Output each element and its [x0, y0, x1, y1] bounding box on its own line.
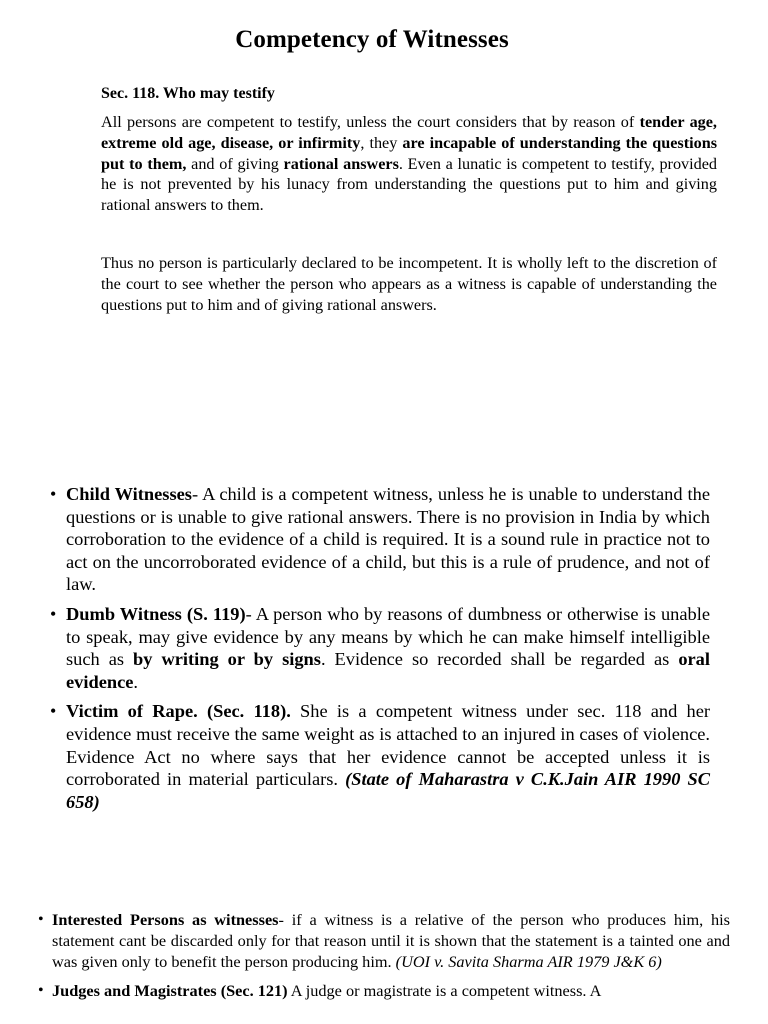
victim-of-rape-text: She is a competent witness under sec. 118 and her evidence must receive the same weight as is attached to an injured in cases of violence. Evidence Act no where says that her evidence cannot be accepted unless it is corroborated in material particulars.: [66, 701, 711, 790]
para1-text-4: . Even a lunatic is competent to testify, provided he is not prevented by his lunacy from understanding the questions put to him and giving rational answers to them.: [101, 154, 717, 215]
list-item-child-witnesses: [50, 483, 710, 596]
dumb-witness-text-2: . Evidence so recorded shall be regarded as: [320, 649, 679, 670]
dumb-witness-bold-1: by writing or by signs: [133, 649, 321, 670]
section-118: [101, 84, 717, 315]
dumb-witness-bold-2: oral evidence: [66, 649, 710, 692]
section-paragraph-2: Thus no person is particularly declared to be incompetent. It is wholly left to the discretion of the court to see whether the person who appears as a witness is capable of understanding the questions put to him and of giving rational answers.: [101, 253, 717, 314]
para1-bold-1: tender age, extreme old age, disease, or infirmity: [101, 113, 717, 152]
list-item-dumb-witness: [50, 603, 710, 693]
dumb-witness-label: Dumb Witness (S. 119): [66, 603, 246, 624]
list-item-victim-of-rape: [50, 700, 710, 813]
para1-bold-2: are incapable of understanding the questions put to them,: [101, 133, 718, 173]
dumb-witness-text-3: .: [133, 671, 139, 692]
child-witnesses-label: Child Witnesses: [66, 484, 192, 504]
judges-magistrates-label: Judges and Magistrates (Sec. 121): [52, 981, 288, 1000]
bullet-icon: •: [50, 603, 57, 624]
child-witnesses-text: - A child is a competent witness, unless he is unable to understand the questions or is unable to give rational answers. There is no provision in India by which corroboration to the evidence of a child is required. It is a sound rule in practice not to act on the uncorroborated evidence of a child, but this is a rule of prudence, and not of law.: [66, 484, 710, 595]
dumb-witness-text-1: - A person who by reasons of dumbness or otherwise is unable to speak, may give evidence by any means by which he can make himself intelligible such as: [66, 603, 710, 670]
section-paragraph-1: [101, 112, 717, 216]
interested-persons-text: - if a witness is a relative of the person who produces him, his statement cant be discarded only for that reason until it is shown that the statement is a tainted one and was given only to benefit the person producing him.: [52, 910, 730, 971]
bullet-icon: •: [38, 911, 44, 928]
list-item-judges-magistrates: [38, 980, 730, 1001]
bullet-icon: •: [50, 484, 57, 504]
judges-magistrates-text: A judge or magistrate is a competent witness. A: [287, 981, 602, 1000]
victim-of-rape-label: Victim of Rape. (Sec. 118).: [66, 701, 291, 722]
bullet-list-main: [50, 483, 710, 813]
para1-bold-3: rational answers: [283, 154, 399, 173]
bullet-icon: •: [50, 701, 57, 722]
para1-text-3: and of giving: [186, 154, 284, 173]
interested-persons-label: Interested Persons as witnesses: [52, 910, 279, 929]
bullet-list-secondary: [38, 909, 730, 1001]
bullet-icon: •: [38, 982, 44, 999]
para1-text-1: All persons are competent to testify, unless the court considers that by reason of: [101, 113, 640, 131]
interested-persons-citation: (UOI v. Savita Sharma AIR 1979 J&K 6): [395, 952, 662, 971]
page-title: Competency of Witnesses: [235, 26, 509, 53]
list-item-interested-persons: [38, 909, 730, 972]
victim-of-rape-citation: (State of Maharastra v C.K.Jain AIR 1990 SC 658): [66, 769, 710, 812]
section-heading: Sec. 118. Who may testify: [101, 85, 275, 102]
para1-text-2: , they: [360, 133, 403, 152]
